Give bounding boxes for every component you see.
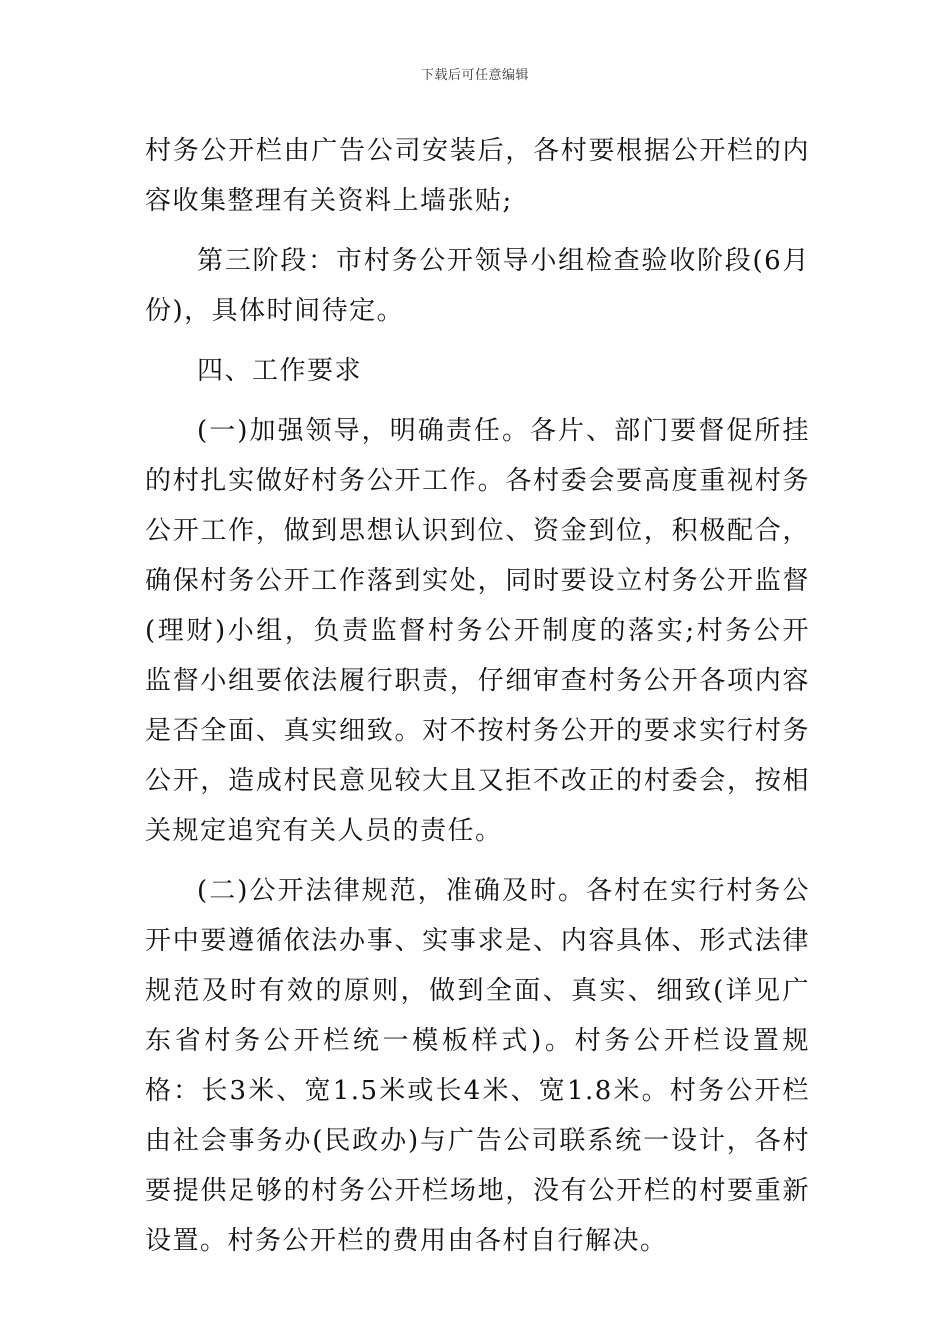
paragraph-legal-standards: (二)公开法律规范，准确及时。各村在实行村务公开中要遵循依法办事、实事求是、内容具体、形式法律规范及时有效的原则，做到全面、真实、细致(详见广东省村务公开栏统一模板样式)。村务公开栏设置规格：长3米、宽1.5米或长4米、宽1.8米。村务公开栏由社会事务办(民政办)与广告公司联系统一设计，各村要提供足够的村务公开栏场地，没有公开栏的村要重新设置。村务公开栏的费用由各村自行解决。 bbox=[145, 876, 810, 1256]
document-body bbox=[145, 126, 810, 1276]
paragraph-leadership-responsibility: (一)加强领导，明确责任。各片、部门要督促所挂的村扎实做好村务公开工作。各村委会要高度重视村务公开工作，做到思想认识到位、资金到位，积极配合，确保村务公开工作落到实处，同时要设立村务公开监督(理财)小组，负责监督村务公开制度的落实;村务公开监督小组要依法履行职责，仔细审查村务公开各项内容是否全面、真实细致。对不按村务公开的要求实行村务公开，造成村民意见较大且又拒不改正的村委会，按相关规定追究有关人员的责任。 bbox=[145, 416, 810, 846]
paragraph-phase-three: 第三阶段：市村务公开领导小组检查验收阶段(6月份)，具体时间待定。 bbox=[145, 246, 810, 326]
header-note: 下载后可任意编辑 bbox=[420, 68, 529, 83]
section-heading-work-requirements: 四、工作要求 bbox=[197, 356, 363, 386]
paragraph-continuation: 村务公开栏由广告公司安装后，各村要根据公开栏的内容收集整理有关资料上墙张贴; bbox=[145, 136, 810, 216]
